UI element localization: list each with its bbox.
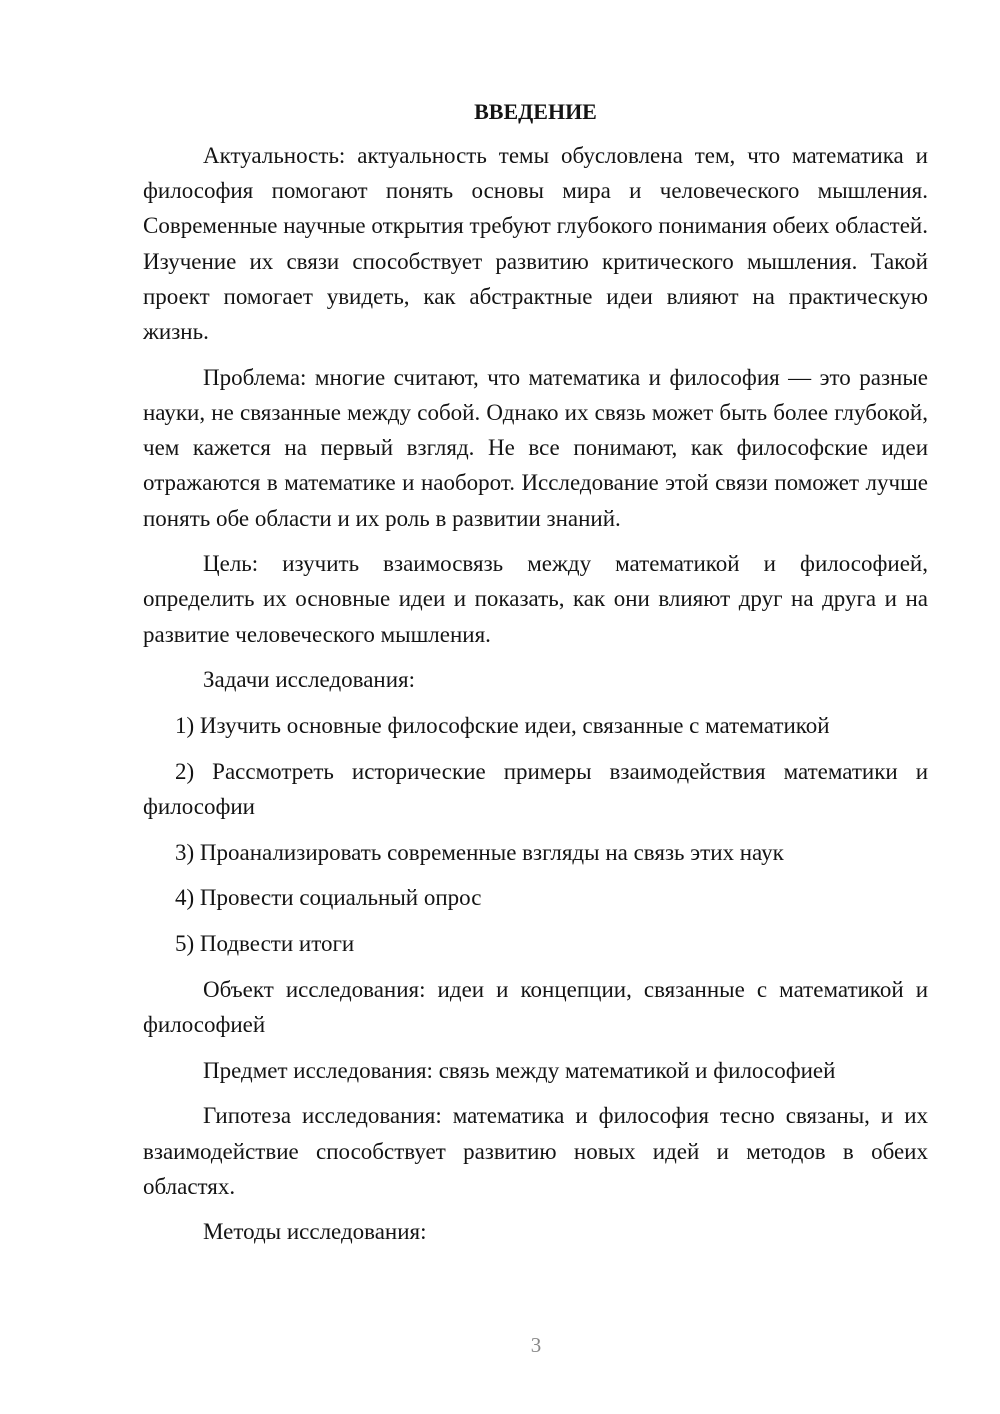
relevance-paragraph: Актуальность: актуальность темы обусловлена тем, что математика и философия помогают понять основы мира и человеческого мышления. Современные научные открытия требуют глубокого понимания обеих областей. Изучение их связи способствует развитию критического мышления. Такой проект помогает увидеть, как абстрактные идеи влияют на практическую жизнь. — [143, 143, 928, 345]
page-content — [143, 96, 928, 1260]
object-paragraph: Объект исследования: идеи и концепции, связанные с математикой и философией — [143, 976, 928, 1037]
methods-intro: Методы исследования: — [203, 1219, 427, 1245]
task-item-5: 5) Подвести итоги — [175, 931, 355, 957]
subject-paragraph: Предмет исследования: связь между математикой и философией — [203, 1057, 836, 1083]
task-item-1: 1) Изучить основные философские идеи, связанные с математикой — [175, 713, 830, 739]
hypothesis-paragraph: Гипотеза исследования: математика и философия тесно связаны, и их взаимодействие способствует развитию новых идей и методов в обеих областях. — [143, 1103, 928, 1199]
task-item-2: 2) Рассмотреть исторические примеры взаимодействия математики и философии — [143, 758, 928, 819]
tasks-intro: Задачи исследования: — [203, 667, 416, 693]
task-item-4: 4) Провести социальный опрос — [175, 885, 482, 911]
problem-paragraph: Проблема: многие считают, что математика и философия — это разные науки, не связанные между собой. Однако их связь может быть более глубокой, чем кажется на первый взгляд. Не все понимают, как философские идеи отражаются в математике и наоборот. Исследование этой связи поможет лучше понять обе области и их роль в развитии знаний. — [143, 364, 928, 531]
section-heading: ВВЕДЕНИЕ — [474, 99, 597, 124]
goal-paragraph: Цель: изучить взаимосвязь между математикой и философией, определить их основные идеи и показать, как они влияют друг на друга и на развитие человеческого мышления. — [143, 551, 928, 647]
task-item-3: 3) Проанализировать современные взгляды на связь этих наук — [175, 839, 784, 865]
page-number: 3 — [530, 1333, 542, 1357]
